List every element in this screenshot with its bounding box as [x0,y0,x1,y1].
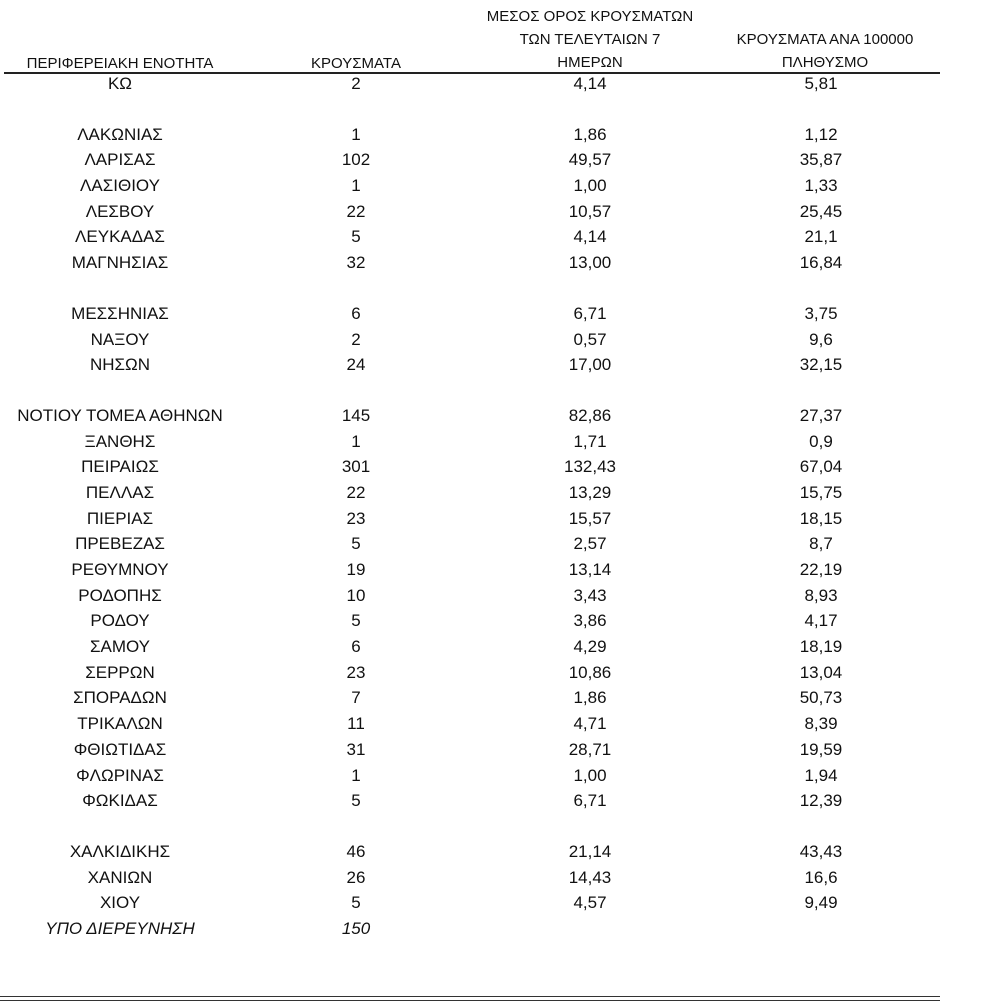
cell-region: ΛΑΚΩΝΙΑΣ [77,124,163,144]
cell-per-100000: 1,94 [804,765,838,785]
cell-per-100000: 50,73 [799,688,843,708]
table-row [0,430,1000,456]
cell-region: ΥΠΟ ΔΙΕΡΕΥΝΗΣΗ [45,918,195,938]
cell-per-100000: 43,43 [799,841,843,861]
column-header-average [465,5,715,74]
cell-cases: 5 [351,534,361,554]
cell-average: 1,86 [573,124,607,144]
cell-average: 13,00 [568,253,612,273]
cell-cases: 22 [346,482,366,502]
cell-per-100000: 16,84 [799,253,843,273]
table-row [0,72,1000,98]
cell-region: ΛΕΣΒΟΥ [85,201,155,221]
cell-region: ΤΡΙΚΑΛΩΝ [77,714,163,734]
table-spacer [0,277,1000,302]
table-row [0,404,1000,430]
table-spacer [0,98,1000,123]
table-row [0,353,1000,379]
cell-cases: 31 [346,739,366,759]
cell-average: 1,00 [573,176,607,196]
cell-average: 0,57 [573,329,607,349]
cell-average: 13,14 [568,560,612,579]
cell-region: ΣΕΡΡΩΝ [85,662,155,682]
table-row [0,609,1000,635]
cell-average: 132,43 [564,457,616,477]
cell-average: 82,86 [568,405,612,425]
cell-per-100000: 18,15 [799,508,843,528]
cell-average: 21,14 [568,841,612,861]
table-row [0,789,1000,815]
column-header-per-100000-line1: ΚΡΟΥΣΜΑΤΑ ΑΝΑ 100000 [736,31,914,48]
cell-average: 14,43 [568,867,612,887]
table-row [0,225,1000,251]
table-row [0,738,1000,764]
table-row [0,200,1000,226]
cell-cases: 26 [346,867,366,887]
cell-cases: 1 [351,124,361,144]
cell-cases: 150 [341,918,371,938]
cell-cases: 1 [351,176,361,196]
cell-per-100000: 12,39 [799,791,843,811]
table-row [0,481,1000,507]
cell-region: ΣΠΟΡΑΔΩΝ [73,688,167,708]
table-row [0,635,1000,661]
cell-per-100000: 5,81 [804,74,838,93]
cell-region: ΡΕΘΥΜΝΟΥ [71,560,169,579]
cell-per-100000: 8,7 [809,534,833,554]
cases-table [0,72,1000,943]
cell-cases: 32 [346,253,366,273]
table-row [0,917,1000,943]
table-row [0,251,1000,277]
cell-per-100000: 4,17 [804,611,838,631]
cell-average: 28,71 [568,739,612,759]
footer-divider [0,996,940,1001]
cell-average: 13,29 [568,482,612,502]
cell-average: 1,86 [573,688,607,708]
cell-average: 4,29 [573,637,607,657]
cell-per-100000: 13,04 [799,662,843,682]
cell-cases: 10 [346,585,366,605]
cell-cases: 145 [341,405,371,425]
cell-average: 10,57 [568,201,612,221]
column-header-average-line2: ΤΩΝ ΤΕΛΕΥΤΑΙΩΝ 7 [519,31,661,48]
table-row [0,686,1000,712]
table-row [0,558,1000,584]
cell-average: 3,86 [573,611,607,631]
cell-cases: 2 [351,74,361,93]
table-row [0,328,1000,354]
cell-average: 4,14 [573,227,607,247]
cell-region: ΠΙΕΡΙΑΣ [86,508,154,528]
table-spacer [0,815,1000,840]
cell-per-100000: 67,04 [799,457,843,477]
cell-region: ΝΑΞΟΥ [90,329,150,349]
cell-per-100000: 8,93 [804,585,838,605]
cell-average: 15,57 [568,508,612,528]
column-header-per-100000-line2: ΠΛΗΘΥΣΜΟ [781,54,869,71]
cell-per-100000: 32,15 [799,355,843,375]
cell-average: 1,00 [573,765,607,785]
cell-region: ΠΕΛΛΑΣ [85,482,155,502]
table-row [0,584,1000,610]
cell-cases: 6 [351,303,361,323]
cell-cases: 46 [346,841,366,861]
cell-region: ΦΩΚΙΔΑΣ [82,791,158,811]
cell-average: 4,57 [573,893,607,913]
table-row [0,123,1000,149]
cell-average: 2,57 [573,534,607,554]
column-header-average-line3: ΗΜΕΡΩΝ [557,54,623,71]
cell-region: ΚΩ [107,74,133,93]
column-header-per-100000 [700,28,950,74]
cell-region: ΧΑΛΚΙΔΙΚΗΣ [69,841,171,861]
cell-region: ΜΑΓΝΗΣΙΑΣ [71,253,169,273]
cell-per-100000: 1,33 [804,176,838,196]
cell-region: ΣΑΜΟΥ [89,637,151,657]
cell-average: 4,14 [573,74,607,93]
cell-cases: 5 [351,791,361,811]
cell-cases: 6 [351,637,361,657]
cell-region: ΠΡΕΒΕΖΑΣ [75,534,165,554]
table-row [0,866,1000,892]
table-row [0,174,1000,200]
cell-per-100000: 0,9 [809,431,833,451]
cell-cases: 301 [341,457,371,477]
column-header-region-label: ΠΕΡΙΦΕΡΕΙΑΚΗ ΕΝΟΤΗΤΑ [26,55,214,72]
cell-average: 4,71 [573,714,607,734]
cell-per-100000: 9,6 [809,329,833,349]
cell-cases: 23 [346,662,366,682]
cell-per-100000: 8,39 [804,714,838,734]
cell-per-100000: 22,19 [799,560,843,579]
table-row [0,148,1000,174]
cell-per-100000: 25,45 [799,201,843,221]
cell-region: ΝΟΤΙΟΥ ΤΟΜΕΑ ΑΘΗΝΩΝ [17,405,223,425]
cell-average: 10,86 [568,662,612,682]
cell-region: ΝΗΣΩΝ [89,355,151,375]
cell-cases: 19 [346,560,366,579]
cell-cases: 23 [346,508,366,528]
table-row [0,507,1000,533]
column-header-average-line1: ΜΕΣΟΣ ΟΡΟΣ ΚΡΟΥΣΜΑΤΩΝ [486,8,694,25]
table-row [0,302,1000,328]
cell-average: 49,57 [568,150,612,170]
table-spacer [0,379,1000,404]
table-row [0,661,1000,687]
cell-average: 3,43 [573,585,607,605]
cell-average: 17,00 [568,355,612,375]
cell-region: ΛΑΣΙΘΙΟΥ [80,176,160,196]
cell-region: ΡΟΔΟΥ [90,611,150,631]
table-row [0,455,1000,481]
cell-cases: 5 [351,893,361,913]
cell-average: 6,71 [573,303,607,323]
cell-region: ΧΑΝΙΩΝ [87,867,153,887]
cell-region: ΦΛΩΡΙΝΑΣ [76,765,164,785]
cell-cases: 11 [347,714,365,734]
cell-average: 1,71 [573,431,607,451]
column-header-cases-label: ΚΡΟΥΣΜΑΤΑ [311,55,401,72]
table-row [0,840,1000,866]
cell-per-100000: 21,1 [804,227,838,247]
cell-per-100000: 3,75 [804,303,838,323]
table-row [0,532,1000,558]
cell-cases: 22 [346,201,366,221]
cell-average: 6,71 [573,791,607,811]
cell-cases: 1 [351,765,361,785]
cell-region: ΠΕΙΡΑΙΩΣ [81,457,159,477]
cell-cases: 5 [351,227,361,247]
cell-region: ΧΙΟΥ [99,893,141,913]
table-row [0,891,1000,917]
table-row [0,764,1000,790]
cell-per-100000: 19,59 [799,739,843,759]
cell-cases: 5 [351,611,361,631]
cell-per-100000: 16,6 [804,867,838,887]
cell-per-100000: 27,37 [799,405,843,425]
cell-cases: 2 [351,329,361,349]
cell-cases: 102 [341,150,371,170]
cell-per-100000: 1,12 [804,124,838,144]
cell-region: ΞΑΝΘΗΣ [84,431,156,451]
cell-region: ΛΑΡΙΣΑΣ [84,150,156,170]
cell-region: ΡΟΔΟΠΗΣ [78,585,162,605]
cell-per-100000: 15,75 [799,482,843,502]
cell-cases: 24 [346,355,366,375]
cell-region: ΜΕΣΣΗΝΙΑΣ [71,303,169,323]
cell-per-100000: 9,49 [804,893,838,913]
cell-region: ΛΕΥΚΑΔΑΣ [75,227,165,247]
cell-cases: 1 [351,431,361,451]
cell-region: ΦΘΙΩΤΙΔΑΣ [73,739,167,759]
cell-per-100000: 35,87 [799,150,843,170]
cell-per-100000: 18,19 [799,637,843,657]
cell-cases: 7 [351,688,361,708]
table-row [0,712,1000,738]
